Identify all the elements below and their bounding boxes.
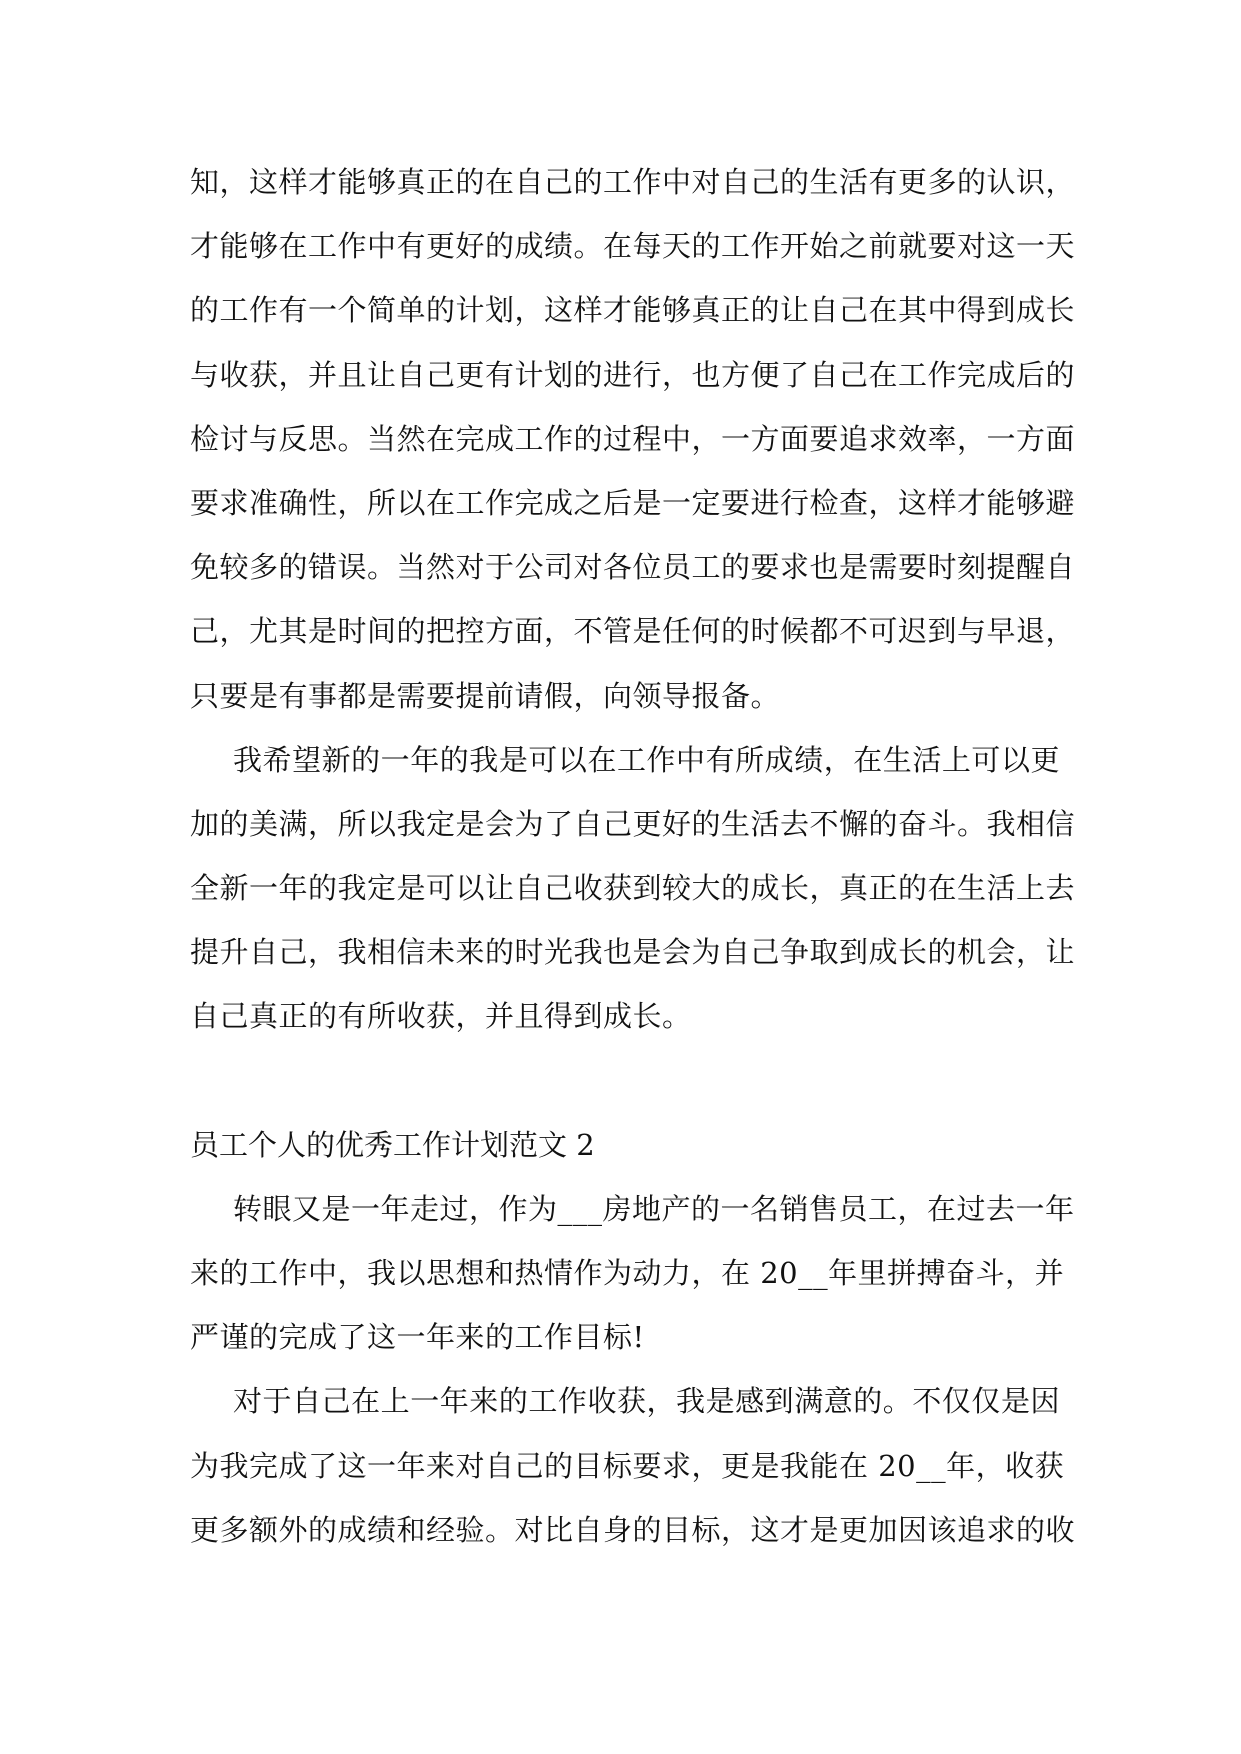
text-line: 要求准确性，所以在工作完成之后是一定要进行检查，这样才能够避 [190,485,1076,520]
text-line: 自己真正的有所收获，并且得到成长。 [190,999,692,1034]
text-line: 才能够在工作中有更好的成绩。在每天的工作开始之前就要对这一天 [190,229,1076,264]
section-heading: 员工个人的优秀工作计划范文 2 [190,1127,595,1162]
paragraph-continuation [190,150,1076,728]
text-line: 转眼又是一年走过，作为___房地产的一名销售员工，在过去一年 [233,1191,1075,1226]
text-line: 严谨的完成了这一年来的工作目标! [190,1320,645,1355]
text-line: 来的工作中，我以思想和热情作为动力，在 20__年里拼搏奋斗，并 [190,1256,1065,1290]
text-line: 检讨与反思。当然在完成工作的过程中，一方面要追求效率，一方面 [190,421,1076,456]
paragraph-reflection [190,1369,1076,1562]
text-line: 与收获，并且让自己更有计划的进行，也方便了自己在工作完成后的 [190,357,1076,392]
document-body [190,150,1076,1562]
text-line: 提升自己，我相信未来的时光我也是会为自己争取到成长的机会，让 [190,935,1076,970]
text-line: 免较多的错误。当然对于公司对各位员工的要求也是需要时刻提醒自 [190,550,1076,585]
text-line: 更多额外的成绩和经验。对比自身的目标，这才是更加因该追求的收 [190,1512,1076,1547]
text-line: 我希望新的一年的我是可以在工作中有所成绩，在生活上可以更 [233,742,1060,777]
text-line: 对于自己在上一年来的工作收获，我是感到满意的。不仅仅是因 [233,1384,1060,1419]
text-line: 加的美满，所以我定是会为了自己更好的生活去不懈的奋斗。我相信 [190,806,1076,841]
text-line: 全新一年的我定是可以让自己收获到较大的成长，真正的在生活上去 [190,871,1076,906]
text-line: 己，尤其是时间的把控方面，不管是任何的时候都不可迟到与早退， [190,614,1076,649]
paragraph-hope [190,728,1076,1049]
text-line: 只要是有事都是需要提前请假，向领导报备。 [190,678,781,713]
text-line: 的工作有一个简单的计划，这样才能够真正的让自己在其中得到成长 [190,293,1076,328]
text-line: 知，这样才能够真正的在自己的工作中对自己的生活有更多的认识， [190,165,1076,199]
paragraph-intro [190,1177,1075,1370]
text-line: 为我完成了这一年来对自己的目标要求，更是我能在 20__年，收获 [190,1448,1065,1483]
